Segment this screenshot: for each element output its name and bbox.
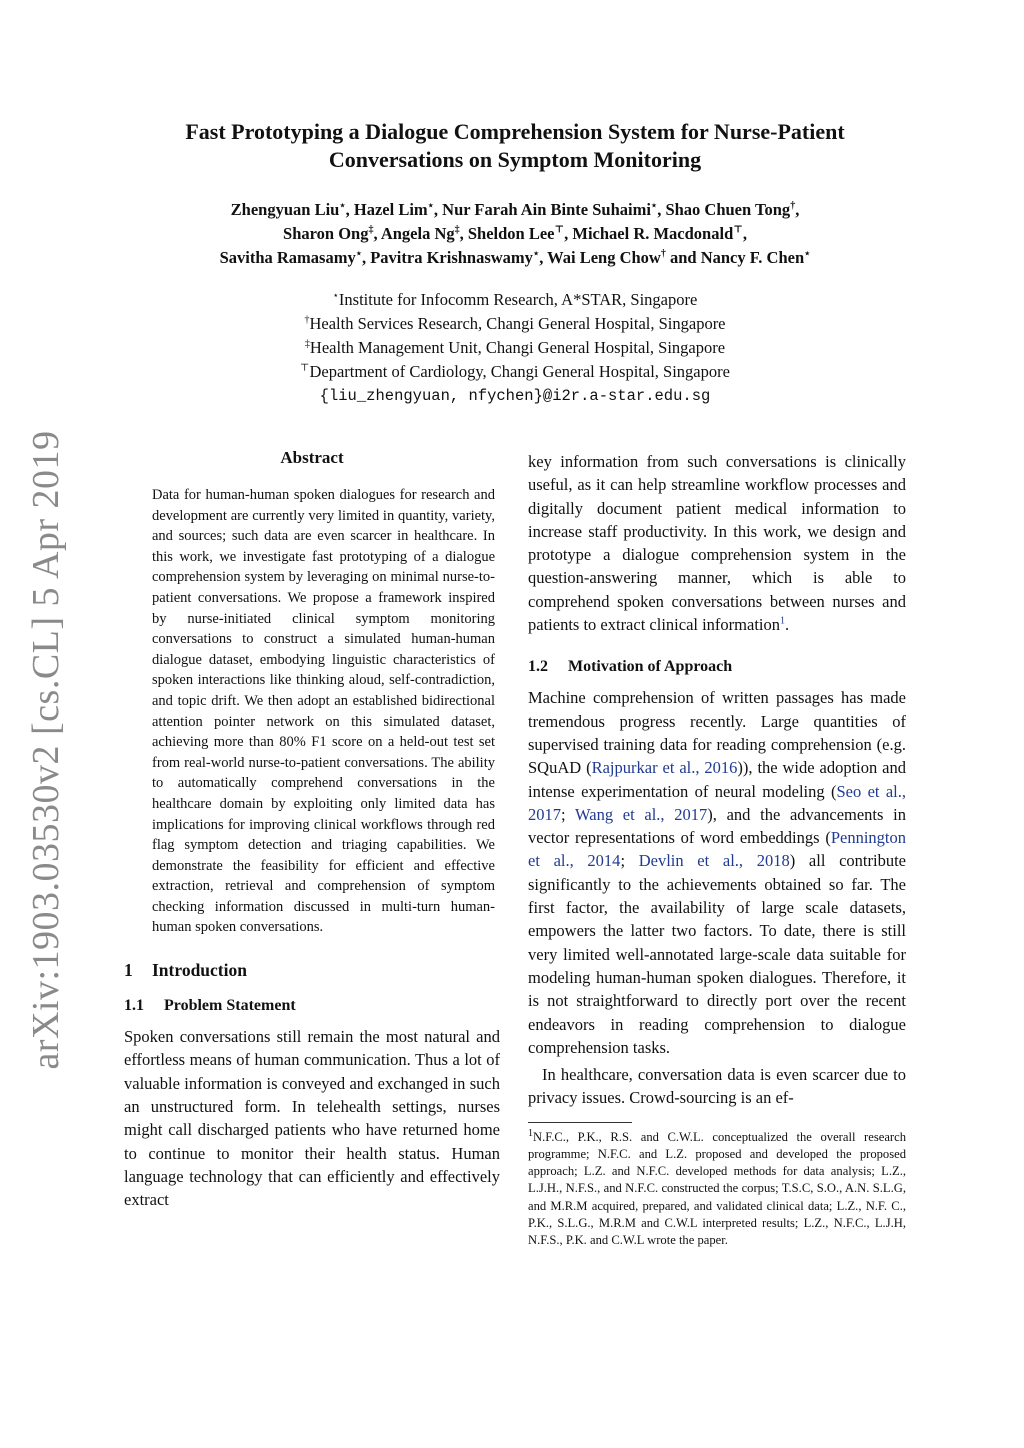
- author-line-2: Sharon Ong‡, Angela Ng‡, Sheldon Lee⊤, Michael R. Macdonald⊤,: [283, 224, 747, 243]
- arxiv-stamp-text: arXiv:1903.03530v2 [cs.CL] 5 Apr 2019: [25, 430, 67, 1070]
- author: Angela Ng: [380, 224, 455, 243]
- subsection-title: Motivation of Approach: [568, 658, 733, 676]
- affiliation-text: Department of Cardiology, Changi General Hospital, Singapore: [309, 362, 730, 381]
- author: Nur Farah Ain Binte Suhaimi: [442, 200, 651, 219]
- section-number: 1: [124, 960, 133, 981]
- title-line-2: Conversations on Symptom Monitoring: [328, 147, 702, 172]
- text-run: Machine comprehension of written passages has made tremendous progress recently. Large quantities of supervised training data for reading comprehension (e.g. SQuAD (: [528, 688, 906, 778]
- author-line-3: Savitha Ramasamy⋆, Pavitra Krishnaswamy⋆, Wai Leng Chow† and Nancy F. Chen⋆: [219, 248, 811, 267]
- author: Michael R. Macdonald: [572, 224, 734, 243]
- affil-mark: †: [304, 314, 310, 326]
- affil-mark: †: [660, 248, 666, 260]
- text-run: ) all contribute significantly to the achievements obtained so far. The first factor, the availability of large scale datasets, empowers the latter two factors. To date, there is still very limited well-annotated large-scale data suitable for modeling human-human spoken dialogues. Therefore, it is not straightforward to directly port over the recent endeavors in reading comprehension to dialogue comprehension tasks.: [528, 851, 906, 1057]
- intro-continued-paragraph: [528, 450, 906, 636]
- citation-link[interactable]: Devlin et al., 2018: [638, 851, 790, 871]
- affil-mark: ⋆: [427, 200, 434, 212]
- citation-link[interactable]: Rajpurkar et al., 2016: [591, 758, 738, 778]
- text-run: ), and the advancements in vector representations of word embeddings (: [528, 804, 906, 848]
- citation-link[interactable]: Wang et al., 2017: [575, 804, 708, 824]
- affil-mark: ⋆: [804, 248, 811, 260]
- author-conjunction: and: [669, 248, 697, 267]
- affiliation-text: Health Services Research, Changi General Hospital, Singapore: [309, 314, 726, 333]
- healthcare-paragraph: In healthcare, conversation data is even scarcer due to privacy issues. Crowd-sourcing is an ef-: [528, 1065, 906, 1108]
- section-heading: [124, 960, 500, 981]
- author: Sheldon Lee: [467, 224, 555, 243]
- arxiv-stamp: [22, 430, 70, 1070]
- affil-mark: ⊤: [554, 224, 565, 236]
- problem-statement-text: Spoken conversations still remain the most natural and effortless means of human communication. Thus a lot of valuable information is conveyed and exchanged in such an unstructured form. In telehealth settings, nurses might call discharged patients who have returned home to continue to monitor their health status. Human language technology that can efficiently and effectively extract: [124, 1027, 500, 1210]
- citation-link[interactable]: Seo et al., 2017: [528, 781, 906, 824]
- author: Savitha Ramasamy: [219, 248, 356, 267]
- footnote-number: 1: [528, 1127, 533, 1139]
- subsection-number: 1.1: [124, 997, 144, 1015]
- subsection-title: Problem Statement: [164, 997, 296, 1015]
- author-line-1: Zhengyuan Liu⋆, Hazel Lim⋆, Nur Farah Ain Binte Suhaimi⋆, Shao Chuen Tong†,: [230, 200, 800, 219]
- affil-mark: ⋆: [355, 248, 362, 260]
- affil-mark: ‡: [368, 224, 374, 236]
- subsection-number: 1.2: [528, 658, 548, 676]
- author: Hazel Lim: [353, 200, 428, 219]
- affil-mark: ⊤: [300, 362, 310, 374]
- affil-mark: ‡: [304, 338, 310, 350]
- abstract-heading: Abstract: [280, 448, 344, 467]
- left-column: [124, 448, 500, 1211]
- text-run: ;: [620, 851, 639, 871]
- author: Nancy F. Chen: [700, 248, 805, 267]
- affiliation: [110, 336, 920, 360]
- title-line-1: Fast Prototyping a Dialogue Comprehension System for Nurse-Patient: [185, 119, 845, 144]
- footnote-divider: [528, 1122, 632, 1123]
- affiliation: [110, 360, 920, 384]
- paragraph-text: key information from such conversations is clinically useful, as it can help streamline workflow processes and digitally document patient medical information to increase staff productivity. In this work, we design and prototype a dialogue comprehension system in the question-answering manner, which is able to comprehend spoken conversations between nurses and patients to extract clinical information: [528, 452, 906, 635]
- affil-mark: ⋆: [339, 200, 346, 212]
- author: Shao Chuen Tong: [665, 200, 791, 219]
- paragraph-end: .: [785, 615, 790, 635]
- subsection-heading: [528, 658, 906, 676]
- affiliation: [110, 288, 920, 312]
- footnote-text: N.F.C., P.K., R.S. and C.W.L. conceptualized the overall research programme; N.F.C. and L.Z. proposed and developed the proposed approach; L.Z. and N.F.C. developed methods for data analysis; L.Z., L.J.H., N.F.S., and N.F.C. constructed the corpus; T.S.C, S.O., A.N. S.L.G, and M.R.M acquired, prepared, and validated clinical data; L.Z., N.F. C., P.K., S.L.G., M.R.M and C.W.L interpreted results; L.Z., N.F.C., L.J.H, N.F.S., P.K. and C.W.L wrote the paper.: [528, 1129, 906, 1247]
- subsection-heading: [124, 997, 500, 1015]
- affil-mark: ⊤: [733, 224, 743, 236]
- right-column: [528, 450, 906, 1249]
- affiliation: [110, 312, 920, 336]
- paper-title: [110, 118, 920, 174]
- author: Sharon Ong: [283, 224, 369, 243]
- author: Pavitra Krishnaswamy: [370, 248, 533, 267]
- affil-mark: †: [790, 200, 796, 212]
- footnote: [528, 1129, 906, 1249]
- abstract-text: Data for human-human spoken dialogues for research and development are currently very limited in quantity, variety, and sources; such data are even scarcer in healthcare. In this work, we investigate fast prototyping of a dialogue comprehension system by leveraging on minimal nurse-to-patient conversations. We propose a framework inspired by nurse-initiated clinical symptom monitoring conversations to construct a simulated human-human dialogue dataset, embodying linguistic characteristics of spoken interactions like thinking aloud, self-contradiction, and topic drift. We then adopt an established bidirectional attention pointer network on this simulated dataset, achieving more than 80% F1 score on a held-out test set from real-world nurse-to-patient conversations. The ability to automatically comprehend conversations in the healthcare domain by exploiting only limited data has implications for improving clinical workflows through red flag symptom detection and triaging capabilities. We demonstrate the feasibility for efficient and effective extraction, retrieval and comprehension of symptom checking information discussed in multi-turn human-human spoken conversations.: [152, 487, 495, 936]
- contact-email: {liu_zhengyuan, nfychen}@i2r.a-star.edu.sg: [319, 387, 711, 405]
- author: Zhengyuan Liu: [230, 200, 340, 219]
- affil-mark: ⋆: [332, 290, 339, 302]
- author-list: [110, 198, 920, 270]
- text-run: )), the wide adoption and intense experimentation of neural modeling (: [528, 758, 906, 801]
- citation-link[interactable]: Pennington et al., 2014: [528, 828, 906, 871]
- affiliation-text: Health Management Unit, Changi General Hospital, Singapore: [309, 338, 726, 357]
- affiliation-text: Institute for Infocomm Research, A*STAR, Singapore: [338, 290, 698, 309]
- affil-mark: ⋆: [650, 200, 658, 212]
- text-run: ;: [561, 804, 575, 824]
- affil-mark: ⋆: [532, 248, 540, 260]
- motivation-paragraph: [528, 686, 906, 1059]
- footnote-mark-link[interactable]: 1: [780, 615, 785, 627]
- affil-mark: ‡: [454, 224, 460, 236]
- affiliation-list: [110, 288, 920, 408]
- section-title: Introduction: [152, 960, 247, 981]
- author: Wai Leng Chow: [547, 248, 661, 267]
